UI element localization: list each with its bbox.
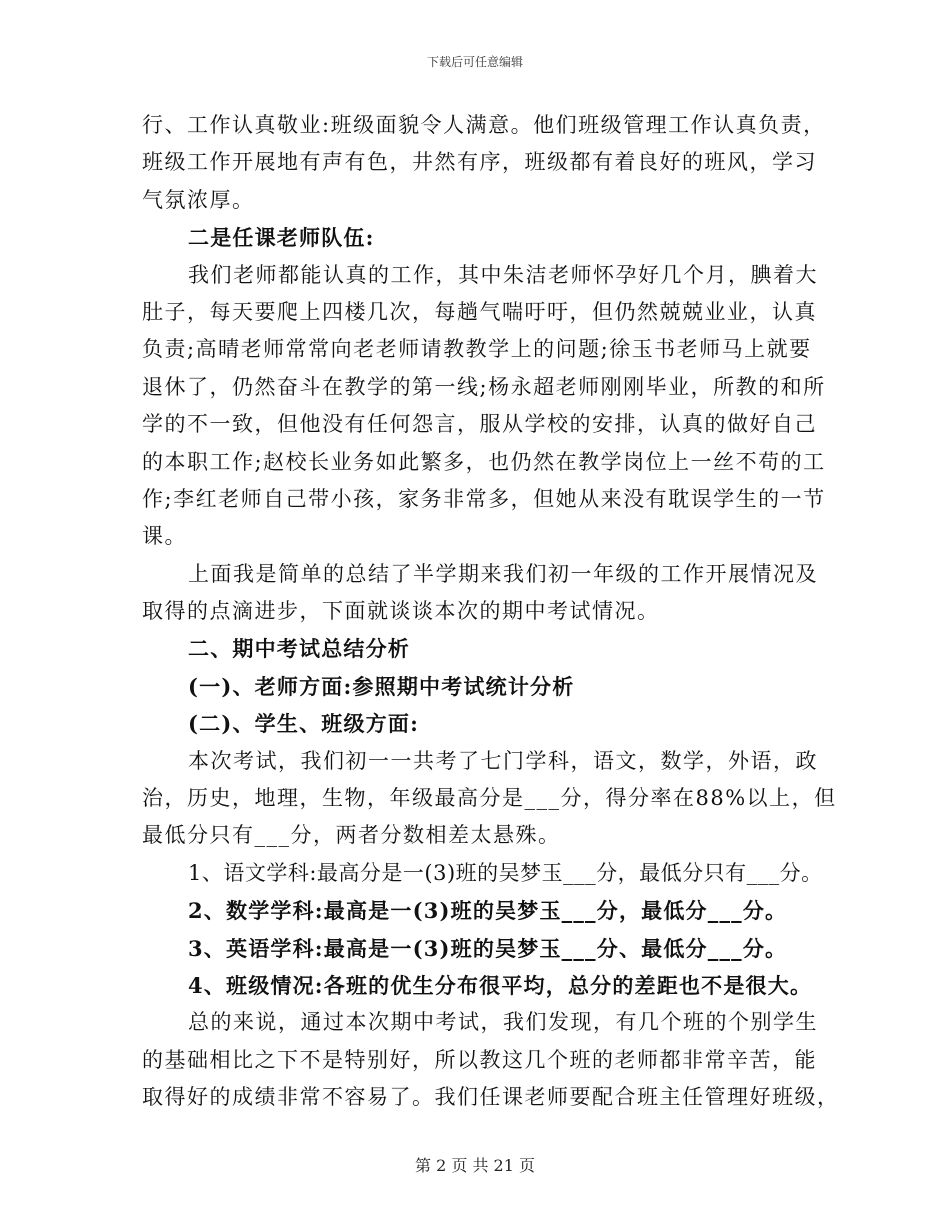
section-heading: 二是任课老师队伍: <box>188 225 375 251</box>
body-line: 总的来说，通过本次期中考试，我们发现，有几个班的个别学生 <box>188 1010 818 1035</box>
page-number-footer: 第 2 页 共 21 页 <box>415 1156 535 1175</box>
subject-result-line: 3、英语学科:最高是一(3)班的吴梦玉___分、最低分___分。 <box>188 935 788 961</box>
section-heading: 二、期中考试总结分析 <box>188 636 410 662</box>
body-line: 学的不一致，但他没有任何怨言，服从学校的安排，认真的做好自己 <box>142 412 817 437</box>
body-line: 治，历史，地理，生物，年级最高分是___分，得分率在88%以上，但 <box>142 786 837 811</box>
body-line: 行、工作认真敬业:班级面貌令人满意。他们班级管理工作认真负责， <box>142 113 826 137</box>
subsection-heading: (二)、学生、班级方面: <box>188 711 420 737</box>
body-line: 气氛浓厚。 <box>142 187 255 212</box>
body-line: 取得的点滴进步，下面就谈谈本次的期中考试情况。 <box>142 599 660 624</box>
body-line: 的本职工作;赵校长业务如此繁多，也仍然在教学岗位上一丝不苟的工 <box>142 449 826 474</box>
body-line: 取得好的成绩非常不容易了。我们任课老师要配合班主任管理好班级， <box>142 1085 840 1110</box>
page-header-note: 下载后可任意编辑 <box>426 55 523 69</box>
body-line: 课。 <box>142 524 187 549</box>
subject-result-line: 1、语文学科:最高分是一(3)班的吴梦玉___分，最低分只有___分。 <box>188 860 823 885</box>
document-body <box>142 107 840 1117</box>
subject-result-line: 2、数学学科:最高是一(3)班的吴梦玉___分，最低分___分。 <box>188 898 788 924</box>
class-summary-line: 4、班级情况:各班的优生分布很平均，总分的差距也不是很大。 <box>188 972 813 998</box>
body-line: 最低分只有___分，两者分数相差太悬殊。 <box>142 823 561 848</box>
body-line: 退休了，仍然奋斗在教学的第一线;杨永超老师刚刚毕业，所教的和所 <box>142 374 826 399</box>
body-line: 负责;高晴老师常常向老老师请教教学上的问题;徐玉书老师马上就要 <box>142 337 812 362</box>
body-line: 肚子，每天要爬上四楼几次，每趟气喘吁吁，但仍然兢兢业业，认真 <box>142 299 817 324</box>
subsection-heading: (一)、老师方面:参照期中考试统计分析 <box>188 673 575 699</box>
body-line: 上面我是简单的总结了半学期来我们初一年级的工作开展情况及 <box>188 561 818 586</box>
body-line: 作;李红老师自己带小孩，家务非常多，但她从来没有耽误学生的一节 <box>142 486 826 511</box>
body-line: 班级工作开展地有声有色，井然有序，班级都有着良好的班风，学习 <box>142 150 817 175</box>
body-line: 本次考试，我们初一一共考了七门学科，语文，数学，外语，政 <box>188 748 818 773</box>
body-line: 的基础相比之下不是特别好，所以教这几个班的老师都非常辛苦，能 <box>142 1047 817 1072</box>
body-line: 我们老师都能认真的工作，其中朱洁老师怀孕好几个月，腆着大 <box>188 262 818 287</box>
